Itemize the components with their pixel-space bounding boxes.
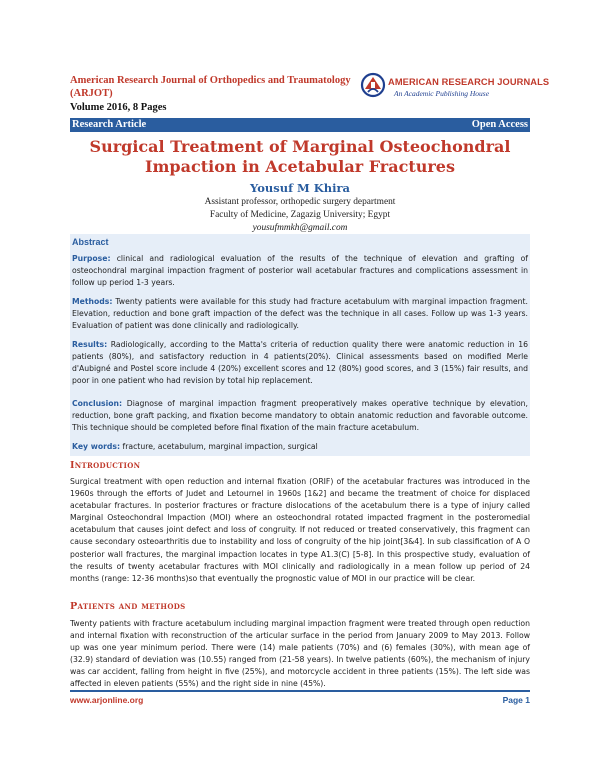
purpose-label: Purpose: — [72, 254, 111, 263]
footer-page-number: Page 1 — [502, 695, 530, 705]
introduction-text: Surgical treatment with open reduction and internal fixation (ORIF) of the acetabular fractures was introduced in the 1960s through the efforts of Judet and Letournel in 1960s [1&2] and became the treatment of choice for displaced acetabular fractures. In posterior fractures or fracture dislocations of the acetabulum there is a type of injury called Marginal Osteochondral Impaction (MOI) where an osteochondral rotated impacted fragment in the posteromedial acetabulum that causes joint defect and loss of congruity. If not reduced or treated conservatively, this fragment can cause secondary osteoarthritis due to instability and loss of congruity of the hip joint[3&4]. In sub classification of A O posterior wall fractures, the marginal impaction locates in type A1.3(C) [5-8]. In this prospective study, evaluation of the results of twenty acetabular fractures with MOI clinically and radiologically in a mean follow up period of 24 months (range: 12-36 months)so that eventually the prognostic value of MOI in our practice will be clear. — [70, 477, 530, 583]
author-name: Yousuf M Khira — [250, 181, 350, 195]
author-affiliation-institution: Faculty of Medicine, Zagazig University; Egypt — [209, 210, 391, 220]
abstract-methods — [72, 296, 528, 332]
introduction-heading: Introduction — [70, 460, 141, 471]
methods-label: Methods: — [72, 297, 113, 306]
results-text: Radiologically, according to the Matta's criteria of reduction quality there were anatomic reduction in 16 patients (80%), and satisfactory reduction in 4 patients(20%). Clinical assessments based on modified Merle d'Aubigné and Postel score include 4 (20%) excellent scores and 12 (80%) good scores, and 3 (15%) fair results, and poor in one patient who had revision by total hip replacement. — [72, 340, 528, 386]
journal-volume: Volume 2016, 8 Pages — [70, 102, 167, 113]
abstract-keywords — [72, 441, 528, 453]
results-label: Results: — [72, 340, 108, 349]
publisher-tagline: An Academic Publishing House — [394, 89, 490, 98]
access-type: Open Access — [471, 119, 528, 130]
journal-title: American Research Journal of Orthopedics and Traumatology — [70, 75, 351, 86]
author-email: yousufmmkh@gmail.com — [252, 223, 348, 233]
arj-logo-icon — [360, 72, 386, 100]
keywords-text: fracture, acetabulum, marginal impaction, surgical — [120, 442, 318, 451]
abstract-purpose — [72, 253, 528, 289]
footer-divider — [70, 690, 530, 692]
article-type-bar — [70, 118, 530, 132]
author-affiliation-position: Assistant professor, orthopedic surgery department — [204, 197, 396, 207]
patients-methods-text: Twenty patients with fracture acetabulum including marginal impaction fragment were treated through open reduction and internal fixation with reconstruction of the articular surface in the period from January 2009 to May 2013. Follow up was one year minimum period. There were (14) male patients (70%) and (6) females (30%), with mean age of (32.9) standard of deviation was (10.55) ranged from (21-58 years). In twelve patients (60%), the mechanism of injury was car accident, falling from height in five (25%), and motorcycle accident in three patients (15%). The left side was affected in eleven patients (55%) and the right side in nine (45%). — [70, 619, 530, 689]
journal-header — [70, 74, 360, 114]
publisher-logo-block — [360, 72, 550, 102]
conclusion-text: Diagnose of marginal impaction fragment preoperatively makes operative technique by elevation, reduction, bone graft packing, and fixation become mandatory to obtain anatomic reduction and favorable outcome. This technique should be completed before final fixation of the main fracture acetabulum. — [72, 399, 528, 433]
paper-title: Surgical Treatment of Marginal Osteochondral Impaction in Acetabular Fractures — [89, 137, 511, 176]
footer-url-link[interactable]: www.arjonline.org — [70, 695, 144, 705]
abstract-heading: Abstract — [72, 237, 109, 247]
article-type: Research Article — [72, 119, 147, 130]
patients-methods-heading: Patients and methods — [70, 601, 186, 612]
journal-abbrev: (ARJOT) — [70, 88, 113, 99]
conclusion-label: Conclusion: — [72, 399, 123, 408]
publisher-name: AMERICAN RESEARCH JOURNALS — [388, 77, 550, 87]
methods-text: Twenty patients were available for this study had fracture acetabulum with marginal impaction fragment. Elevation, reduction and bone graft impaction of the defect was the technique in all cases. Follow up was 1-3 years. Evaluation of patient was done clinically and radiologically. — [72, 297, 528, 331]
keywords-label: Key words: — [72, 442, 121, 451]
abstract-conclusion — [72, 398, 528, 434]
purpose-text: clinical and radiological evaluation of the results of the technique of elevation and grafting of osteochondral marginal impaction fragment of posterior wall acetabular fractures and complications assessment in follow up period 1-3 years. — [72, 254, 528, 288]
abstract-results — [72, 339, 528, 387]
